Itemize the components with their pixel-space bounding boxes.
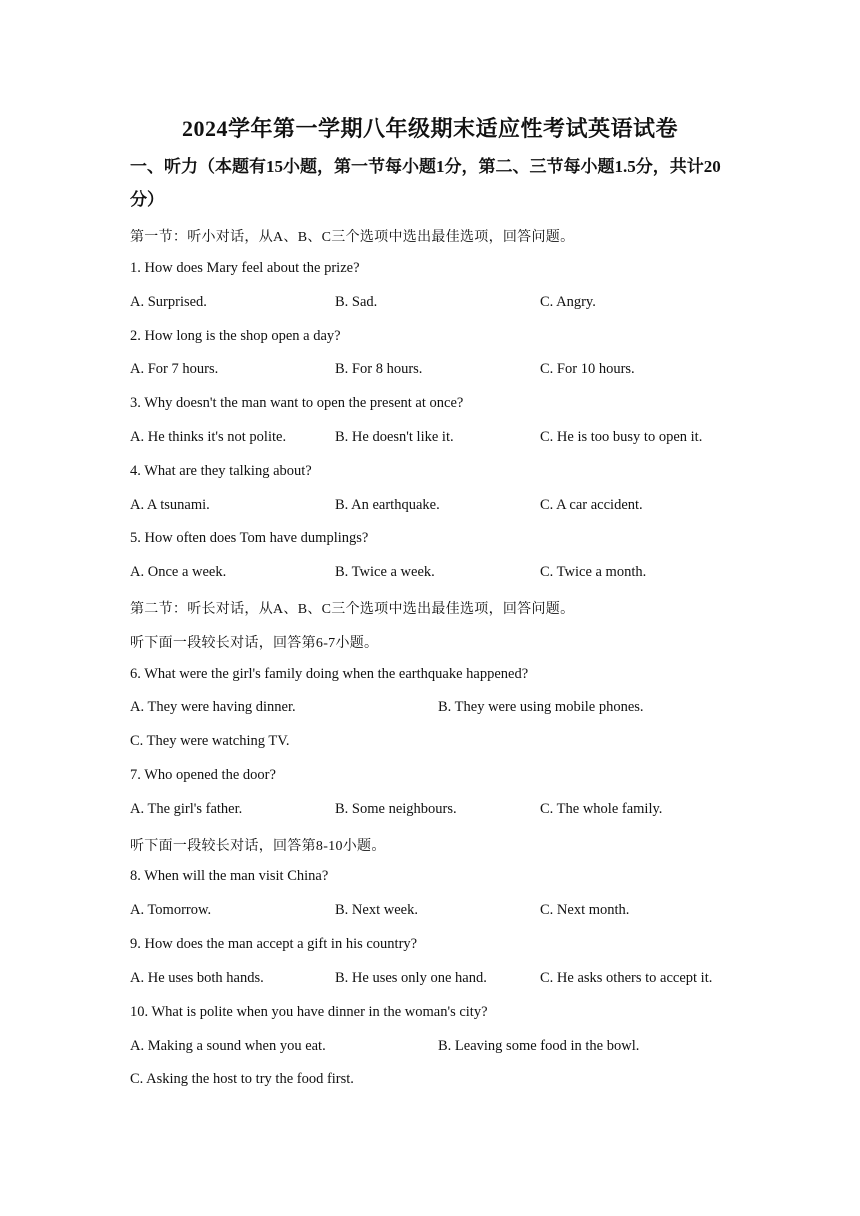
- option-b: B. For 8 hours.: [335, 361, 423, 377]
- option-a: A. He uses both hands.: [130, 970, 264, 986]
- option-c: C. He asks others to accept it.: [540, 970, 713, 986]
- part-2-instruction: 第二节：听长对话，从A、B、C三个选项中选出最佳选项，回答问题。: [130, 602, 575, 617]
- option-c: C. Asking the host to try the food first.: [130, 1071, 354, 1087]
- option-a: A. Making a sound when you eat.: [130, 1038, 326, 1054]
- dialog-2-instruction: 听下面一段较长对话，回答第8-10小题。: [130, 839, 386, 854]
- question-6: 6. What were the girl's family doing when the earthquake happened?: [130, 666, 529, 682]
- option-b: B. An earthquake.: [335, 497, 440, 513]
- option-a: A. For 7 hours.: [130, 361, 219, 377]
- part-1-instruction: 第一节：听小对话，从A、B、C三个选项中选出最佳选项，回答问题。: [130, 230, 575, 245]
- option-a: A. Tomorrow.: [130, 902, 212, 918]
- option-b: B. He doesn't like it.: [335, 429, 454, 445]
- question-10: 10. What is polite when you have dinner in the woman's city?: [130, 1004, 488, 1020]
- option-c: C. For 10 hours.: [540, 361, 635, 377]
- question-7: 7. Who opened the door?: [130, 767, 276, 783]
- option-a: A. The girl's father.: [130, 801, 243, 817]
- option-b: B. He uses only one hand.: [335, 970, 487, 986]
- option-b: B. Some neighbours.: [335, 801, 457, 817]
- option-c: C. Angry.: [540, 294, 596, 310]
- section-heading-listening: 一、听力（本题有15小题，第一节每小题1分，第二、三节每小题1.5分，共计20分）: [130, 157, 721, 209]
- option-a: A. He thinks it's not polite.: [130, 429, 287, 445]
- question-1: 1. How does Mary feel about the prize?: [130, 260, 360, 276]
- question-9: 9. How does the man accept a gift in his country?: [130, 936, 418, 952]
- option-a: A. Once a week.: [130, 564, 227, 580]
- option-a: A. They were having dinner.: [130, 699, 296, 715]
- option-a: A. Surprised.: [130, 294, 207, 310]
- option-b: B. Next week.: [335, 902, 418, 918]
- exam-title: 2024学年第一学期八年级期末适应性考试英语试卷: [181, 116, 678, 141]
- option-c: C. They were watching TV.: [130, 733, 290, 749]
- option-c: C. Twice a month.: [540, 564, 647, 580]
- option-a: A. A tsunami.: [130, 497, 210, 513]
- question-8: 8. When will the man visit China?: [130, 868, 329, 884]
- option-c: C. Next month.: [540, 902, 630, 918]
- question-5: 5. How often does Tom have dumplings?: [130, 530, 369, 546]
- question-3: 3. Why doesn't the man want to open the present at once?: [130, 395, 464, 411]
- option-c: C. He is too busy to open it.: [540, 429, 703, 445]
- option-b: B. They were using mobile phones.: [438, 699, 644, 715]
- option-c: C. A car accident.: [540, 497, 643, 513]
- option-b: B. Sad.: [335, 294, 378, 310]
- dialog-1-instruction: 听下面一段较长对话，回答第6-7小题。: [130, 636, 379, 651]
- question-4: 4. What are they talking about?: [130, 463, 312, 479]
- option-c: C. The whole family.: [540, 801, 663, 817]
- option-b: B. Leaving some food in the bowl.: [438, 1038, 640, 1054]
- option-b: B. Twice a week.: [335, 564, 435, 580]
- question-2: 2. How long is the shop open a day?: [130, 328, 341, 344]
